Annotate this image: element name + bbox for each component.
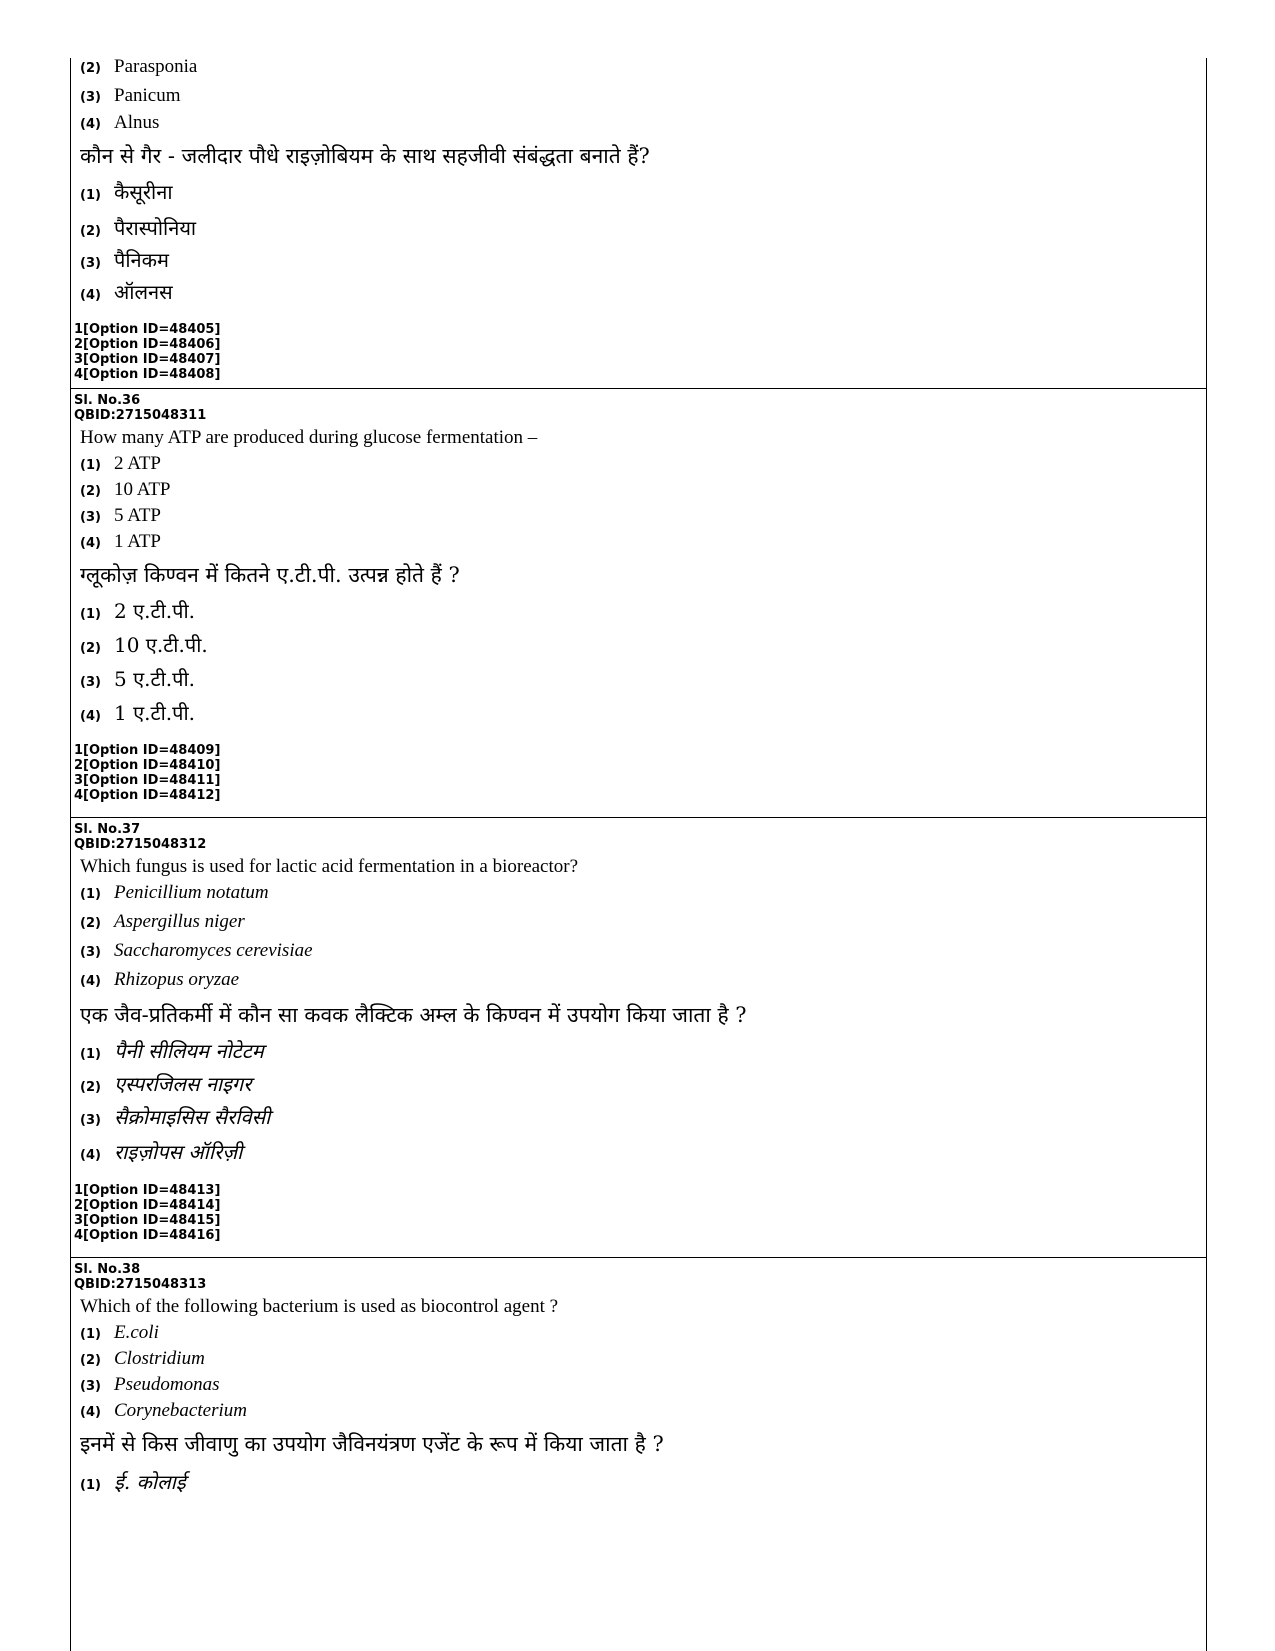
option-hi-4 bbox=[80, 699, 1205, 729]
option-hi-3 bbox=[80, 246, 1205, 278]
option-id: 3[Option ID=48411] bbox=[74, 773, 221, 788]
option-number: (3) bbox=[80, 945, 101, 960]
option-text: एस्परजिलस नाइगर bbox=[114, 1072, 252, 1096]
qbid: QBID:2715048313 bbox=[74, 1277, 207, 1292]
serial-number: Sl. No.36 bbox=[74, 393, 141, 408]
option-hi-2 bbox=[80, 631, 1205, 665]
option-text: Pseudomonas bbox=[114, 1374, 220, 1395]
option-id: 2[Option ID=48406] bbox=[74, 337, 221, 352]
question-divider bbox=[70, 388, 1207, 389]
option-number: (2) bbox=[80, 484, 101, 499]
option-text: Clostridium bbox=[114, 1348, 205, 1369]
option-text: कैसूरीना bbox=[114, 180, 173, 204]
option-hi-1 bbox=[80, 1468, 1205, 1500]
option-number: (3) bbox=[80, 675, 101, 690]
option-id: 1[Option ID=48413] bbox=[74, 1183, 221, 1198]
option-en-2 bbox=[80, 56, 1205, 85]
option-number: (3) bbox=[80, 90, 101, 105]
option-text: पैरास्पोनिया bbox=[114, 216, 197, 240]
option-id: 4[Option ID=48416] bbox=[74, 1228, 221, 1243]
question-text-hindi: एक जैव-प्रतिकर्मी में कौन सा कवक लैक्टिक अम्ल के किण्वन में उपयोग किया जाता है ? bbox=[80, 1003, 747, 1027]
option-hi-3 bbox=[80, 665, 1205, 699]
option-hi-1 bbox=[80, 1037, 1205, 1070]
question-35-tail bbox=[70, 56, 1205, 382]
qbid: QBID:2715048311 bbox=[74, 408, 207, 423]
option-hi-2 bbox=[80, 214, 1205, 246]
option-text: Penicillium notatum bbox=[114, 882, 269, 903]
option-text: 2 ATP bbox=[114, 453, 161, 474]
option-number: (1) bbox=[80, 607, 101, 622]
option-hi-4 bbox=[80, 278, 1205, 308]
option-en-3 bbox=[80, 85, 1205, 112]
option-text: सैक्रोमाइसिस सैरविसी bbox=[114, 1105, 271, 1129]
option-number: (4) bbox=[80, 117, 101, 132]
option-id: 3[Option ID=48415] bbox=[74, 1213, 221, 1228]
option-number: (2) bbox=[80, 1353, 101, 1368]
option-en-4 bbox=[80, 1400, 1205, 1430]
option-text: Parasponia bbox=[114, 56, 198, 77]
question-text-hindi: ग्लूकोज़ किण्वन में कितने ए.टी.पी. उत्पन्न होते हैं ? bbox=[80, 563, 460, 587]
option-number: (4) bbox=[80, 709, 101, 724]
option-en-3 bbox=[80, 505, 1205, 531]
option-id: 1[Option ID=48405] bbox=[74, 322, 221, 337]
option-number: (1) bbox=[80, 188, 101, 203]
option-number: (4) bbox=[80, 536, 101, 551]
option-text: 1 ए.टी.पी. bbox=[114, 701, 196, 725]
option-id-list bbox=[70, 1183, 1205, 1243]
option-id-list bbox=[70, 322, 1205, 382]
option-id: 2[Option ID=48414] bbox=[74, 1198, 221, 1213]
question-38 bbox=[70, 1262, 1205, 1500]
option-text: Panicum bbox=[114, 85, 181, 106]
option-id: 4[Option ID=48412] bbox=[74, 788, 221, 803]
option-hi-1 bbox=[80, 178, 1205, 214]
option-en-3 bbox=[80, 1374, 1205, 1400]
question-37 bbox=[70, 822, 1205, 1243]
option-id-list bbox=[70, 743, 1205, 803]
option-en-4 bbox=[80, 112, 1205, 142]
option-number: (3) bbox=[80, 510, 101, 525]
option-en-2 bbox=[80, 911, 1205, 940]
option-number: (1) bbox=[80, 1478, 101, 1493]
qbid: QBID:2715048312 bbox=[74, 837, 207, 852]
option-id: 2[Option ID=48410] bbox=[74, 758, 221, 773]
option-hi-4 bbox=[80, 1138, 1205, 1169]
option-text: 5 ए.टी.पी. bbox=[114, 667, 196, 691]
option-number: (1) bbox=[80, 887, 101, 902]
question-text-hindi: कौन से गैर - जलीदार पौधे राइज़ोबियम के साथ सहजीवी संबंद्धता बनाते हैं? bbox=[80, 144, 650, 168]
option-en-1 bbox=[80, 1322, 1205, 1348]
option-number: (2) bbox=[80, 61, 101, 76]
question-text-hindi: इनमें से किस जीवाणु का उपयोग जैविनयंत्रण एजेंट के रूप में किया जाता है ? bbox=[80, 1432, 664, 1456]
question-divider bbox=[70, 817, 1207, 818]
option-id: 1[Option ID=48409] bbox=[74, 743, 221, 758]
option-en-2 bbox=[80, 479, 1205, 505]
option-text: 10 ए.टी.पी. bbox=[114, 633, 208, 657]
option-hi-3 bbox=[80, 1103, 1205, 1138]
option-text: पैनी सीलियम नोटेटम bbox=[114, 1039, 264, 1063]
option-number: (2) bbox=[80, 224, 101, 239]
option-en-4 bbox=[80, 531, 1205, 561]
serial-number: Sl. No.38 bbox=[74, 1262, 141, 1277]
option-number: (1) bbox=[80, 458, 101, 473]
option-text: 1 ATP bbox=[114, 531, 161, 552]
option-number: (1) bbox=[80, 1047, 101, 1062]
option-number: (4) bbox=[80, 288, 101, 303]
option-text: 10 ATP bbox=[114, 479, 171, 500]
question-text-english: How many ATP are produced during glucose fermentation – bbox=[80, 427, 538, 448]
option-number: (2) bbox=[80, 916, 101, 931]
option-en-2 bbox=[80, 1348, 1205, 1374]
option-en-1 bbox=[80, 453, 1205, 479]
option-hi-2 bbox=[80, 1070, 1205, 1103]
question-divider bbox=[70, 1257, 1207, 1258]
option-en-1 bbox=[80, 882, 1205, 911]
option-number: (4) bbox=[80, 1405, 101, 1420]
option-number: (3) bbox=[80, 1113, 101, 1128]
option-en-4 bbox=[80, 969, 1205, 1001]
option-text: पैनिकम bbox=[114, 248, 169, 272]
option-number: (4) bbox=[80, 1148, 101, 1163]
option-id: 3[Option ID=48407] bbox=[74, 352, 221, 367]
option-text: Saccharomyces cerevisiae bbox=[114, 940, 313, 961]
option-number: (2) bbox=[80, 641, 101, 656]
option-number: (2) bbox=[80, 1080, 101, 1095]
option-number: (3) bbox=[80, 1379, 101, 1394]
option-number: (4) bbox=[80, 974, 101, 989]
option-text: ई. कोलाई bbox=[114, 1470, 186, 1494]
option-text: 5 ATP bbox=[114, 505, 161, 526]
question-text-english: Which of the following bacterium is used as biocontrol agent ? bbox=[80, 1296, 559, 1317]
serial-number: Sl. No.37 bbox=[74, 822, 141, 837]
option-text: राइज़ोपस ऑरिज़ी bbox=[114, 1140, 243, 1164]
option-text: E.coli bbox=[114, 1322, 159, 1343]
option-text: 2 ए.टी.पी. bbox=[114, 599, 196, 623]
option-en-3 bbox=[80, 940, 1205, 969]
option-number: (1) bbox=[80, 1327, 101, 1342]
question-text-english: Which fungus is used for lactic acid fermentation in a bioreactor? bbox=[80, 856, 579, 877]
option-id: 4[Option ID=48408] bbox=[74, 367, 221, 382]
option-text: Alnus bbox=[114, 112, 160, 133]
option-text: ऑलनस bbox=[114, 280, 173, 304]
question-36 bbox=[70, 393, 1205, 803]
option-number: (3) bbox=[80, 256, 101, 271]
option-text: Aspergillus niger bbox=[114, 911, 245, 932]
option-text: Rhizopus oryzae bbox=[114, 969, 240, 990]
option-hi-1 bbox=[80, 597, 1205, 631]
option-text: Corynebacterium bbox=[114, 1400, 247, 1421]
